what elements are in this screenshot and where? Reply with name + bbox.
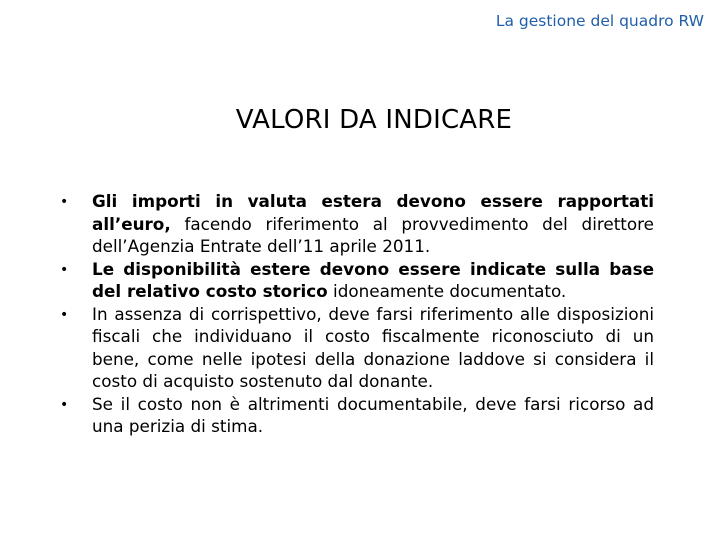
bullet-icon: •: [60, 396, 69, 413]
header-title: La gestione del quadro RW: [495, 12, 704, 30]
bullet-icon: •: [60, 306, 69, 323]
item-text: Se il costo non è altrimenti documentabile, deve farsi ricorso ad una perizia di stima.: [92, 393, 654, 436]
item-text: facendo riferimento al provvedimento del direttore dell’Agenzia Entrate dell’11 aprile 2011.: [92, 213, 654, 256]
list-item: [40, 258, 654, 303]
bullet-icon: •: [60, 261, 69, 278]
list-item: [40, 393, 654, 438]
item-bold-text: Le disponibilità estere devono essere indicate sulla base del relativo costo storico: [92, 258, 654, 301]
list-item: [40, 190, 654, 258]
item-bold-text: Gli importi in valuta estera devono essere rapportati all’euro,: [92, 191, 654, 234]
item-text: idoneamente documentato.: [327, 281, 567, 301]
bullet-list: [40, 190, 654, 438]
slide-title: VALORI DA INDICARE: [235, 105, 513, 135]
bullet-icon: •: [60, 194, 69, 210]
list-item: [40, 303, 654, 393]
item-text: In assenza di corrispettivo, deve farsi riferimento alle disposizioni fiscali che individuano il costo fiscalmente riconosciuto di un bene, come nelle ipotesi della donazione laddove si considera il costo di acquisto sostenuto dal donante.: [92, 303, 654, 391]
